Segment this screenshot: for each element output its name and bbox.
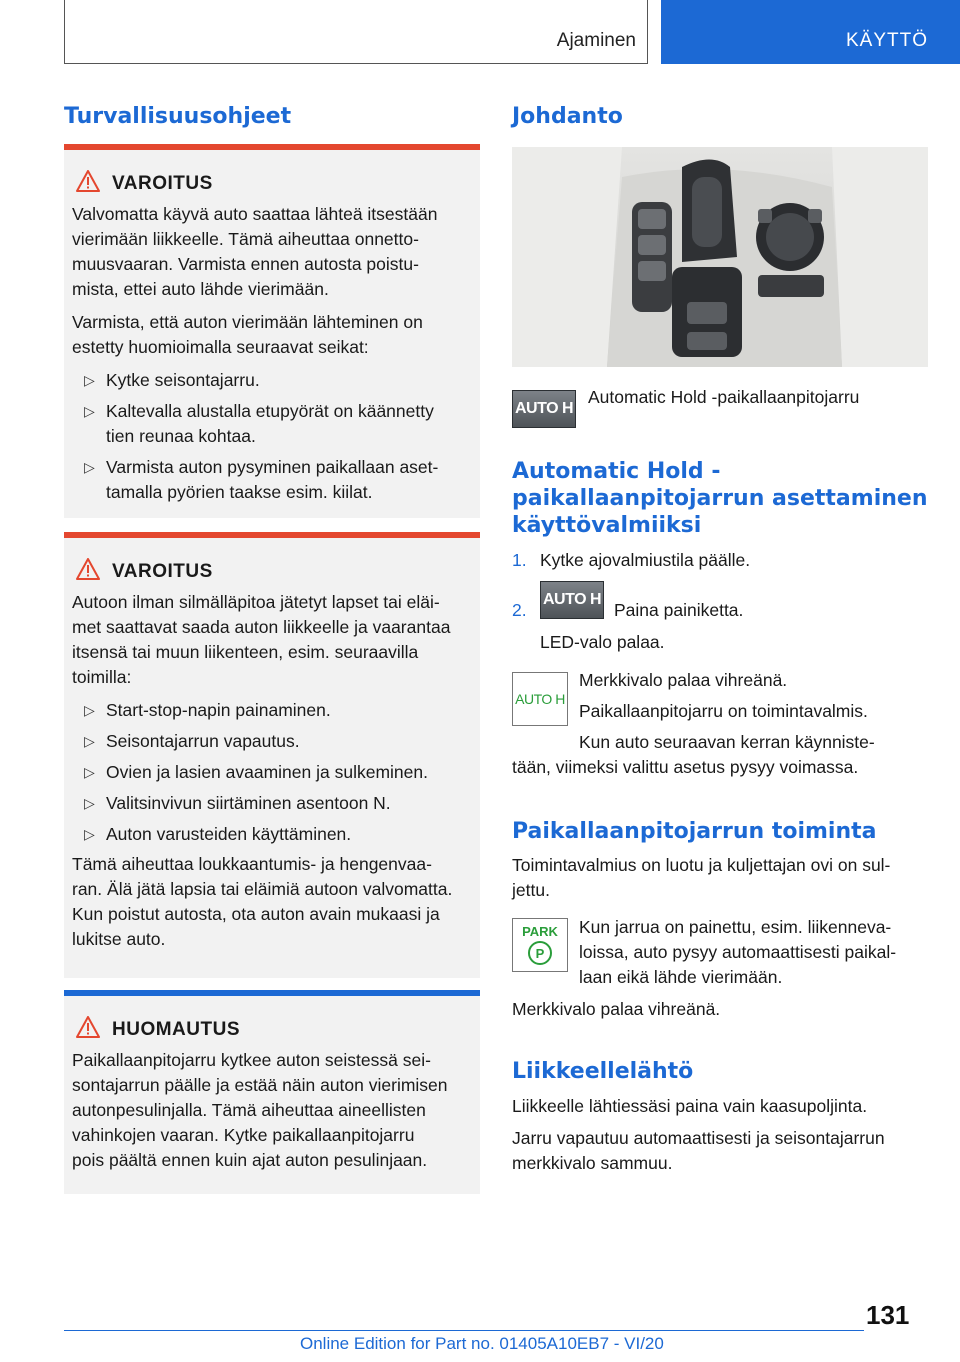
list-item: ▷ Auton varusteiden käyttäminen. bbox=[84, 824, 352, 844]
led-text: LED-valo palaa. bbox=[540, 632, 665, 652]
warning-paragraph: Tämä aiheuttaa loukkaantumis- ja hengenvaa- ran. Älä jätä lapsia tai eläimiä autoon valvomatta. Kun poistut autosta, ota auton avain mukaasi ja lukitse auto. bbox=[72, 854, 453, 949]
list-item: ▷ Seisontajarrun vapautus. bbox=[84, 731, 300, 751]
step-number: 2. bbox=[512, 600, 527, 620]
notice-box bbox=[64, 990, 480, 1194]
warning-bar bbox=[64, 532, 480, 538]
icon-caption: Automatic Hold -paikallaanpitojarru bbox=[588, 387, 860, 407]
step-2 bbox=[512, 598, 527, 623]
warning-list bbox=[72, 698, 476, 853]
park-indicator-icon bbox=[512, 918, 568, 972]
list-item: ▷ Kytke seisontajarru. bbox=[84, 370, 260, 390]
warning-title: VAROITUS bbox=[112, 561, 213, 582]
notice-title: HUOMAUTUS bbox=[112, 1019, 240, 1040]
warning-paragraph: Autoon ilman silmälläpitoa jätetyt lapset tai eläi- met saattavat saada auton liikkeelle ja vaarantaa itsensä tai muun liikenteen, esim. seuraavilla toimilla: bbox=[72, 592, 451, 687]
list-item: ▷ Ovien ja lasien avaaminen ja sulkeminen. bbox=[84, 762, 428, 782]
footer-divider bbox=[64, 1330, 864, 1331]
park-text: Kun jarrua on painettu, esim. liikenneva- loissa, auto pysyy automaattisesti paikal- laan eikä lähde vierimään. bbox=[579, 917, 897, 987]
section-paragraph: Merkkivalo palaa vihreänä. bbox=[512, 999, 721, 1019]
indicator-label: AUTO H bbox=[515, 691, 565, 707]
warning-paragraph: Varmista, että auton vierimään lähteminen on estetty huomioimalla seuraavat seikat: bbox=[72, 312, 423, 357]
warning-paragraph: Valvomatta käyvä auto saattaa lähteä itsestään vierimään liikkeelle. Tämä aiheuttaa onnetto- muusvaaran. Varmista ennen autosta poistu- mista, ettei auto lähde vierimään. bbox=[72, 204, 438, 299]
warning-list bbox=[72, 368, 476, 511]
warning-box-1 bbox=[64, 144, 480, 518]
footer-edition: Online Edition for Part no. 01405A10EB7 - VI/20 bbox=[300, 1334, 664, 1353]
notice-paragraph: Paikallaanpitojarru kytkee auton seistessä sei- sontajarrun päälle ja estää näin auton vierimisen autonpesulinjalla. Tämä aiheuttaa aineellisten vahinkojen vaaran. Kytke paikallaanpitojarru pois päältä ennen kuin ajat auton pesulinjaan. bbox=[72, 1050, 448, 1170]
auto-hold-button-icon: AUTO H bbox=[512, 390, 576, 428]
section-heading-function: Paikallaanpitojarrun toiminta bbox=[512, 819, 877, 844]
list-item: ▷ Valitsinvivun siirtäminen asentoon N. bbox=[84, 793, 391, 813]
notice-triangle-icon bbox=[76, 1016, 100, 1038]
warning-triangle-icon bbox=[76, 558, 100, 580]
list-item: ▷ Start-stop-napin painaminen. bbox=[84, 700, 331, 720]
auto-hold-button-icon: AUTO H bbox=[540, 581, 604, 619]
step-number: 1. bbox=[512, 550, 527, 570]
step-2-text: Paina painiketta. bbox=[614, 600, 744, 620]
notice-bar bbox=[64, 990, 480, 996]
warning-bar bbox=[64, 144, 480, 150]
right-section-title: Johdanto bbox=[512, 104, 623, 129]
section-tab-label: KÄYTTÖ bbox=[845, 30, 928, 51]
section-heading-auto-hold: Automatic Hold - paikallaanpitojarrun asettaminen käyttövalmiiksi bbox=[512, 459, 928, 538]
auto-hold-indicator-icon bbox=[512, 672, 568, 726]
warning-triangle-icon bbox=[76, 170, 100, 192]
warning-box-2 bbox=[64, 532, 480, 978]
section-paragraph: Liikkeelle lähtiessäsi paina vain kaasupoljinta. bbox=[512, 1096, 868, 1116]
step-1-text: Kytke ajovalmiustila päälle. bbox=[540, 550, 751, 570]
center-console-photo bbox=[512, 147, 928, 367]
left-section-title: Turvallisuusohjeet bbox=[64, 104, 292, 129]
section-tab[interactable] bbox=[661, 0, 960, 64]
chapter-title: Ajaminen bbox=[556, 30, 636, 51]
step-1 bbox=[512, 548, 527, 573]
park-symbol: P bbox=[528, 941, 552, 965]
indicator-text: tään, viimeksi valittu asetus pysyy voimassa. bbox=[512, 757, 859, 777]
list-item: ▷ Varmista auton pysyminen paikallaan aset- tamalla pyörien taakse esim. kiilat. bbox=[84, 457, 439, 502]
section-paragraph: Toimintavalmius on luotu ja kuljettajan ovi on sul- jettu. bbox=[512, 855, 891, 900]
page-number: 131 bbox=[866, 1300, 910, 1330]
park-label: PARK bbox=[522, 924, 558, 939]
warning-title: VAROITUS bbox=[112, 173, 213, 194]
section-heading-start: Liikkeellelähtö bbox=[512, 1059, 694, 1084]
indicator-text: Merkkivalo palaa vihreänä. bbox=[579, 670, 788, 690]
indicator-text: Paikallaanpitojarru on toimintavalmis. bbox=[579, 701, 868, 721]
section-paragraph: Jarru vapautuu automaattisesti ja seisontajarrun merkkivalo sammuu. bbox=[512, 1128, 885, 1173]
indicator-text: Kun auto seuraavan kerran käynniste- bbox=[579, 732, 875, 752]
list-item: ▷ Kaltevalla alustalla etupyörät on käännetty tien reunaa kohtaa. bbox=[84, 401, 434, 446]
